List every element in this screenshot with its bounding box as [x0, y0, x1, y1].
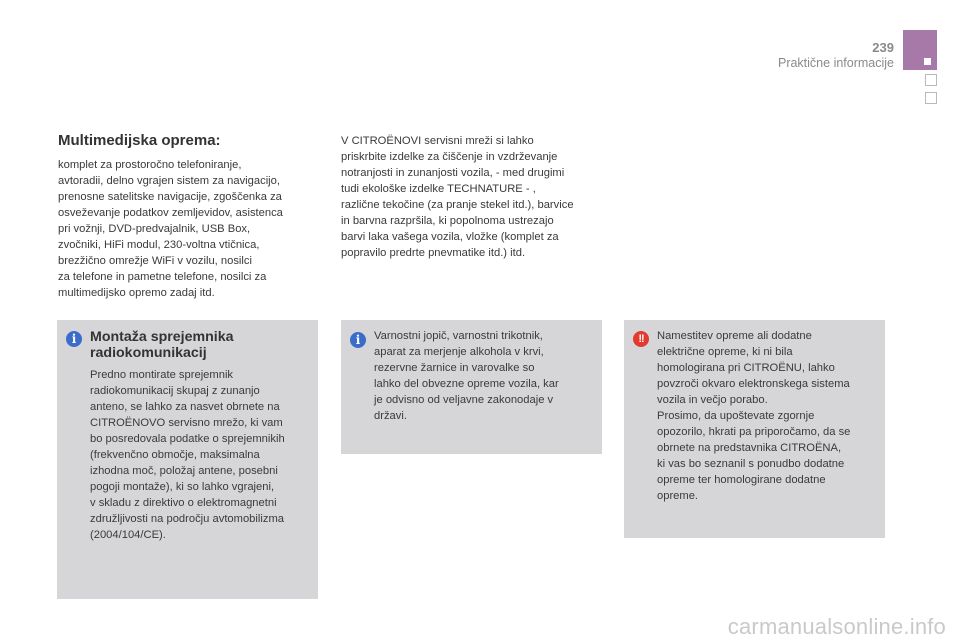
electrical-equipment-warning-box — [624, 320, 885, 538]
chapter-tab-marker — [924, 58, 931, 65]
text-line: priskrbite izdelke za čiščenje in vzdrževanje — [341, 151, 558, 163]
watermark-text: carmanualsonline.info — [727, 614, 946, 639]
chapter-tab-box — [925, 74, 937, 86]
text-line: aparat za merjenje alkohola v krvi, — [374, 346, 544, 358]
multimedia-heading: Multimedijska oprema: — [58, 132, 221, 149]
mandatory-equipment-info-box — [341, 320, 602, 454]
text-line: povzroči okvaro elektronskega sistema — [657, 378, 850, 390]
title-line: Montaža sprejemnika — [90, 329, 234, 345]
chapter-tab — [903, 30, 937, 70]
text-line: bo posredovala podatke o sprejemnikih — [90, 433, 285, 445]
text-line: komplet za prostoročno telefoniranje, — [58, 159, 242, 171]
text-line: notranjosti in zunanjosti vozila, - med drugimi — [341, 167, 565, 179]
text-line: homologirana pri CITROËNU, lahko — [657, 362, 835, 374]
text-line: tudi ekološke izdelke TECHNATURE - , — [341, 183, 536, 195]
text-line: prenosne satelitske navigacije, zgoščenka za — [58, 191, 282, 203]
info-icon: i — [66, 331, 82, 347]
title-line: radiokomunikacij — [90, 345, 207, 361]
text-line: pogoji montaže), ki so lahko vgrajeni, — [90, 481, 275, 493]
text-line: brezžično omrežje WiFi v vozilu, nosilci — [58, 255, 252, 267]
text-line: opreme. — [657, 490, 699, 502]
text-line: osveževanje podatkov zemljevidov, asistenca — [58, 207, 283, 219]
text-line: anteno, se lahko za nasvet obrnete na — [90, 401, 280, 413]
text-line: pri vožnji, DVD-predvajalnik, USB Box, — [58, 223, 251, 235]
text-line: ki vas bo seznanil s ponudbo dodatne — [657, 458, 845, 470]
text-line: za telefone in pametne telefone, nosilci za — [58, 271, 267, 283]
text-line: izhodna moč, položaj antene, posebni — [90, 465, 278, 477]
text-line: Prosimo, da upoštevate zgornje — [657, 410, 815, 422]
text-line: je odvisno od veljavne zakonodaje v — [374, 394, 554, 406]
radio-transmitter-title — [90, 329, 312, 361]
text-line: CITROËNOVO servisno mrežo, ki vam — [90, 417, 283, 429]
text-line: električne opreme, ki ni bila — [657, 346, 793, 358]
info-icon: i — [350, 332, 366, 348]
text-line: Namestitev opreme ali dodatne — [657, 330, 812, 342]
text-line: lahko del obvezne opreme vozila, kar — [374, 378, 559, 390]
text-line: (frekvenčno območje, maksimalna — [90, 449, 260, 461]
text-line: rezervne žarnice in varovalke so — [374, 362, 535, 374]
text-line: V CITROËNOVI servisni mreži si lahko — [341, 135, 534, 147]
text-line: združljivosti na področju avtomobilizma — [90, 513, 285, 525]
text-line: v skladu z direktivo o elektromagnetni — [90, 497, 277, 509]
text-line: Predno montirate sprejemnik — [90, 369, 234, 381]
text-line: (2004/104/CE). — [90, 529, 166, 541]
text-line: barvi laka vašega vozila, vložke (komplet za — [341, 231, 559, 243]
multimedia-paragraph — [58, 157, 318, 301]
text-line: avtoradii, delno vgrajen sistem za navigacijo, — [58, 175, 281, 187]
text-line: in barvna razpršila, ki popolnoma ustrezajo — [341, 215, 554, 227]
electrical-equipment-warning-text — [657, 328, 879, 504]
text-line: obrnete na predstavnika CITROËNA, — [657, 442, 842, 454]
text-line: različne tekočine (za pranje stekel itd.), barvice — [341, 199, 574, 211]
chapter-tab-box — [925, 92, 937, 104]
text-line: Varnostni jopič, varnostni trikotnik, — [374, 330, 543, 342]
text-line: multimedijsko opremo zadaj itd. — [58, 287, 215, 299]
radio-transmitter-info-box — [57, 320, 318, 599]
text-line: zvočniki, HiFi modul, 230-voltna vtičnica, — [58, 239, 260, 251]
radio-transmitter-text — [90, 367, 314, 543]
warning-icon: !! — [633, 331, 649, 347]
section-title: Praktične informacije — [777, 56, 894, 70]
text-line: opreme ter homologirane dodatne — [657, 474, 826, 486]
text-line: državi. — [374, 410, 407, 422]
page-number: 239 — [872, 40, 894, 55]
mandatory-equipment-text — [374, 328, 594, 424]
service-network-paragraph — [341, 133, 603, 261]
text-line: vozila in večjo porabo. — [657, 394, 768, 406]
text-line: radiokomunikacij skupaj z zunanjo — [90, 385, 260, 397]
text-line: popravilo predrte pnevmatike itd.) itd. — [341, 247, 526, 259]
text-line: opozorilo, hkrati pa priporočamo, da se — [657, 426, 851, 438]
